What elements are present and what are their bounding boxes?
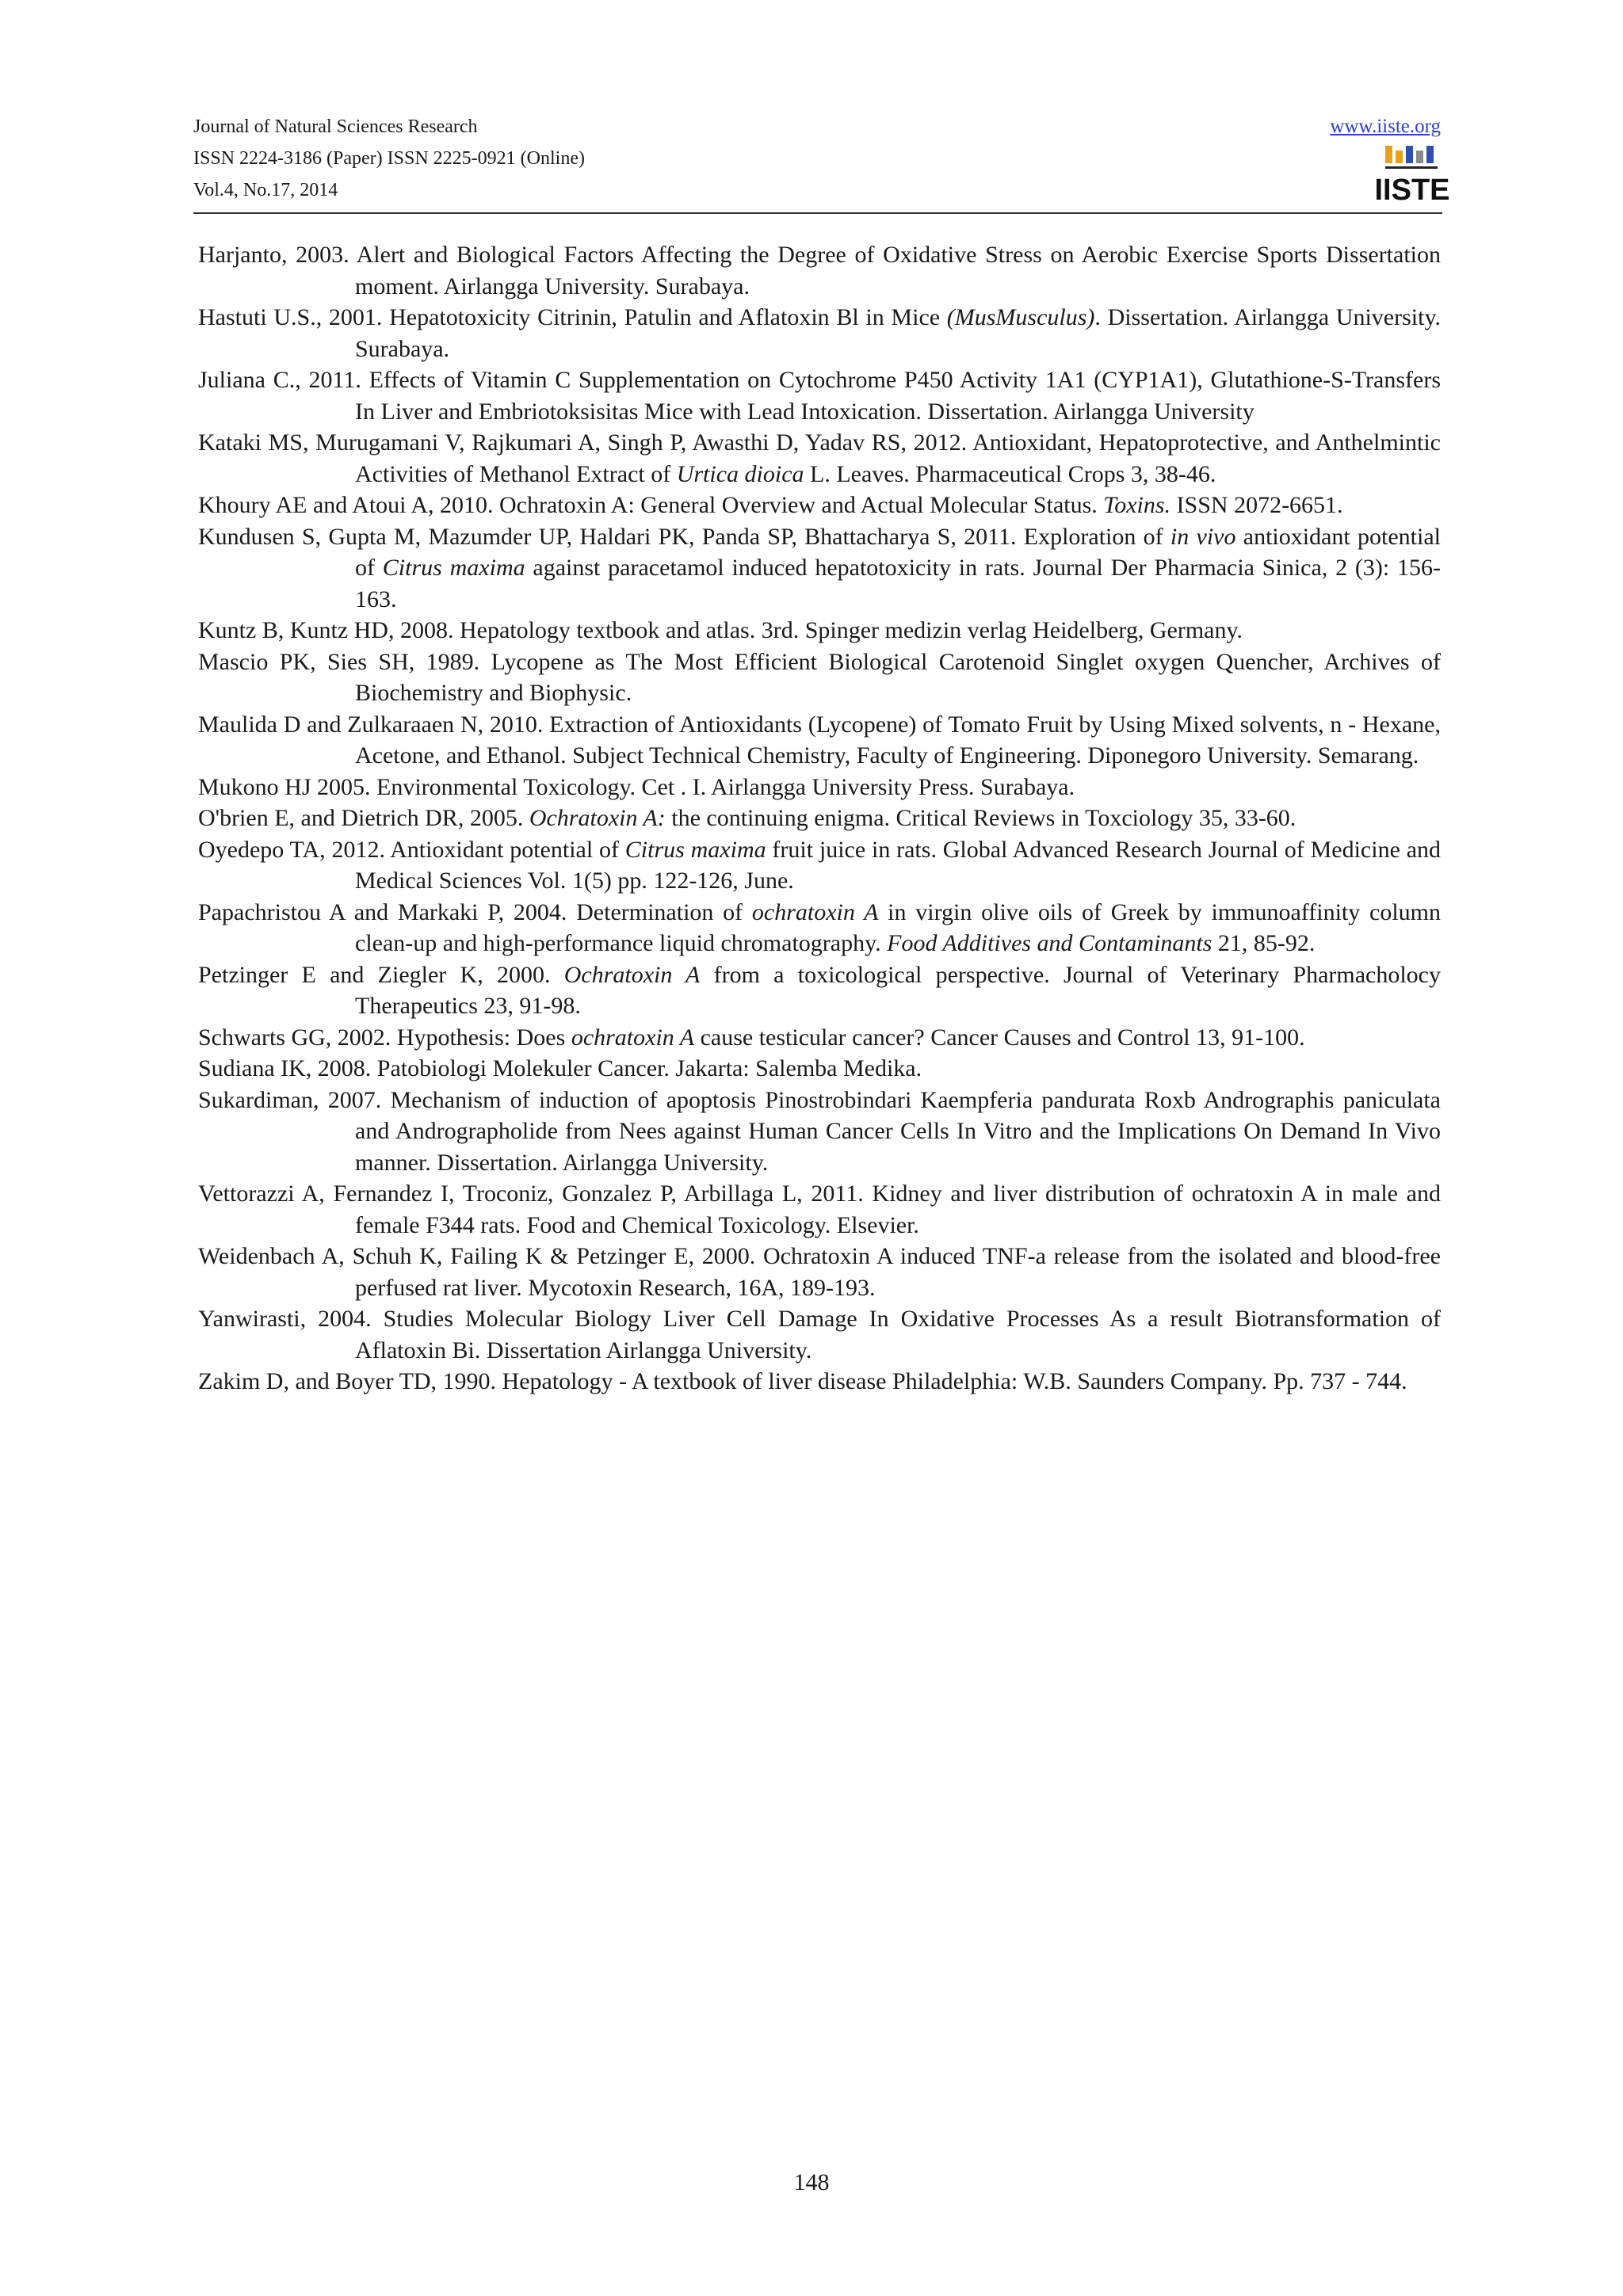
reference-italic-text: Ochratoxin A: (529, 805, 666, 831)
reference-text: in virgin olive oils of Greek by immunoaffinity column clean-up and high-performance liquid chromatography. (355, 898, 1441, 956)
website-link[interactable]: www.iiste.org (1330, 116, 1441, 137)
reference-list (198, 239, 1441, 1398)
page-number: 148 (793, 2169, 830, 2195)
reference-text: Zakim D, and Boyer TD, 1990. Hepatology - A textbook of liver disease Philadelphia: W.B. Saunders Company. Pp. 737 - 744. (198, 1368, 1407, 1394)
reference-italic-text: ochratoxin A (571, 1024, 695, 1051)
reference-text: Papachristou A and Markaki P, 2004. Determination of (198, 898, 752, 925)
reference-text: Hastuti U.S., 2001. Hepatotoxicity Citrinin, Patulin and Aflatoxin Bl in Mice (198, 304, 947, 330)
reference-text: ISSN 2072-6651. (1170, 492, 1343, 518)
reference-text: the continuing enigma. Critical Reviews in Toxciology 35, 33-60. (665, 805, 1296, 831)
issn-line: ISSN 2224-3186 (Paper) ISSN 2225-0921 (Online) (193, 148, 585, 169)
reference-text: Khoury AE and Atoui A, 2010. Ochratoxin A: General Overview and Actual Molecular Status. (198, 492, 1104, 518)
reference-entry (198, 302, 1441, 364)
journal-info (193, 111, 585, 206)
reference-text: Kundusen S, Gupta M, Mazumder UP, Haldari PK, Panda SP, Bhattacharya S, 2011. Exploration of (198, 523, 1170, 550)
reference-italic-text: in vivo (1170, 523, 1236, 550)
reference-italic-text: Toxins. (1103, 492, 1171, 518)
volume-line: Vol.4, No.17, 2014 (193, 180, 338, 200)
reference-text: Schwarts GG, 2002. Hypothesis: Does (198, 1024, 571, 1051)
reference-text: 21, 85-92. (1212, 930, 1316, 956)
reference-text: Weidenbach A, Schuh K, Failing K & Petzinger E, 2000. Ochratoxin A induced TNF-a release from the isolated and blood-free perfused rat liver. Mycotoxin Research, 16A, 189-193. (198, 1243, 1441, 1301)
reference-italic-text: Food Additives and Contaminants (887, 930, 1212, 956)
reference-italic-text: Urtica dioica (676, 460, 804, 487)
reference-text: Sukardiman, 2007. Mechanism of induction of apoptosis Pinostrobindari Kaempferia pandurata Roxb Andrographis paniculata and Andrographolide from Nees against Human Cancer Cells In Vitro and the Implications On Demand In Vivo manner. Dissertation. Airlangga University. (198, 1086, 1441, 1176)
reference-entry (198, 897, 1441, 959)
header-rule (193, 212, 1442, 214)
header-right (1330, 111, 1441, 143)
reference-entry (198, 646, 1441, 709)
reference-text: Maulida D and Zulkaraaen N, 2010. Extraction of Antioxidants (Lycopene) of Tomato Fruit by Using Mixed solvents, n - Hexane, Acetone, and Ethanol. Subject Technical Chemistry, Faculty of Engineering. Diponegoro University. Semarang. (198, 711, 1441, 769)
reference-entry (198, 1178, 1441, 1241)
reference-text: Sudiana IK, 2008. Patobiologi Molekuler Cancer. Jakarta: Salemba Medika. (198, 1055, 922, 1081)
reference-entry (198, 1022, 1441, 1054)
reference-entry (198, 521, 1441, 616)
reference-italic-text: ochratoxin A (751, 898, 879, 925)
reference-italic-text: (MusMusculus) (946, 304, 1095, 330)
reference-entry (198, 490, 1441, 521)
reference-entry (198, 239, 1441, 302)
reference-text: against paracetamol induced hepatotoxicity in rats. Journal Der Pharmacia Sinica, 2 (3): 156-163. (355, 555, 1441, 612)
reference-text: Oyedepo TA, 2012. Antioxidant potential of (198, 836, 625, 863)
reference-entry (198, 1085, 1441, 1179)
reference-text: Mukono HJ 2005. Environmental Toxicology. Cet . I. Airlangga University Press. Surabaya. (198, 773, 1075, 800)
reference-entry (198, 772, 1441, 803)
reference-text: . Dissertation. Airlangga University. Surabaya. (355, 304, 1441, 362)
reference-text: Petzinger E and Ziegler K, 2000. (198, 961, 564, 988)
reference-entry (198, 364, 1441, 427)
reference-text: Kuntz B, Kuntz HD, 2008. Hepatology textbook and atlas. 3rd. Spinger medizin verlag Heidelberg, Germany. (198, 617, 1243, 643)
iiste-logo-icon (1374, 144, 1450, 207)
reference-entry (198, 1241, 1441, 1303)
reference-entry (198, 959, 1441, 1022)
reference-text: cause testicular cancer? Cancer Causes and Control 13, 91-100. (694, 1024, 1305, 1051)
reference-entry (198, 1366, 1441, 1398)
reference-text: Yanwirasti, 2004. Studies Molecular Biology Liver Cell Damage In Oxidative Processes As a result Biotransformation of Aflatoxin Bi. Dissertation Airlangga University. (198, 1306, 1441, 1363)
reference-entry (198, 1303, 1441, 1366)
logo-lettering: IISTE (1374, 174, 1450, 207)
reference-text: from a toxicological perspective. Journal of Veterinary Pharmacholocy Therapeutics 23, 91-98. (355, 961, 1441, 1019)
reference-entry (198, 803, 1441, 834)
reference-text: O'brien E, and Dietrich DR, 2005. (198, 805, 529, 831)
reference-entry (198, 427, 1441, 490)
reference-entry (198, 1053, 1441, 1085)
page-header (193, 111, 1450, 208)
reference-text: L. Leaves. Pharmaceutical Crops 3, 38-46. (804, 460, 1216, 487)
reference-text: Vettorazzi A, Fernandez I, Troconiz, Gonzalez P, Arbillaga L, 2011. Kidney and liver distribution of ochratoxin A in male and female F344 rats. Food and Chemical Toxicology. Elsevier. (198, 1180, 1441, 1238)
reference-text: Kataki MS, Murugamani V, Rajkumari A, Singh P, Awasthi D, Yadav RS, 2012. Antioxidant, Hepatoprotective, and Anthelmintic Activities of Methanol Extract of (198, 429, 1441, 487)
reference-text: Mascio PK, Sies SH, 1989. Lycopene as The Most Efficient Biological Carotenoid Singlet oxygen Quencher, Archives of Biochemistry and Biophysic. (198, 648, 1441, 706)
reference-entry (198, 615, 1441, 646)
reference-text: Juliana C., 2011. Effects of Vitamin C Supplementation on Cytochrome P450 Activity 1A1 (CYP1A1), Glutathione-S-Transfers In Liver and Embriotoksisitas Mice with Lead Intoxication. Dissertation. Airlangga University (198, 367, 1441, 425)
reference-italic-text: Citrus maxima (382, 555, 525, 581)
reference-text: fruit juice in rats. Global Advanced Research Journal of Medicine and Medical Sciences Vol. 1(5) pp. 122-126, June. (355, 836, 1442, 894)
reference-entry (198, 709, 1441, 772)
reference-italic-text: Ochratoxin A (563, 961, 701, 988)
journal-title: Journal of Natural Sciences Research (193, 116, 478, 137)
reference-text: antioxidant potential of (355, 523, 1441, 581)
reference-italic-text: Citrus maxima (624, 836, 766, 863)
reference-text: Harjanto, 2003. Alert and Biological Factors Affecting the Degree of Oxidative Stress on Aerobic Exercise Sports Dissertation moment. Airlangga University. Surabaya. (198, 242, 1441, 299)
reference-entry (198, 834, 1441, 897)
